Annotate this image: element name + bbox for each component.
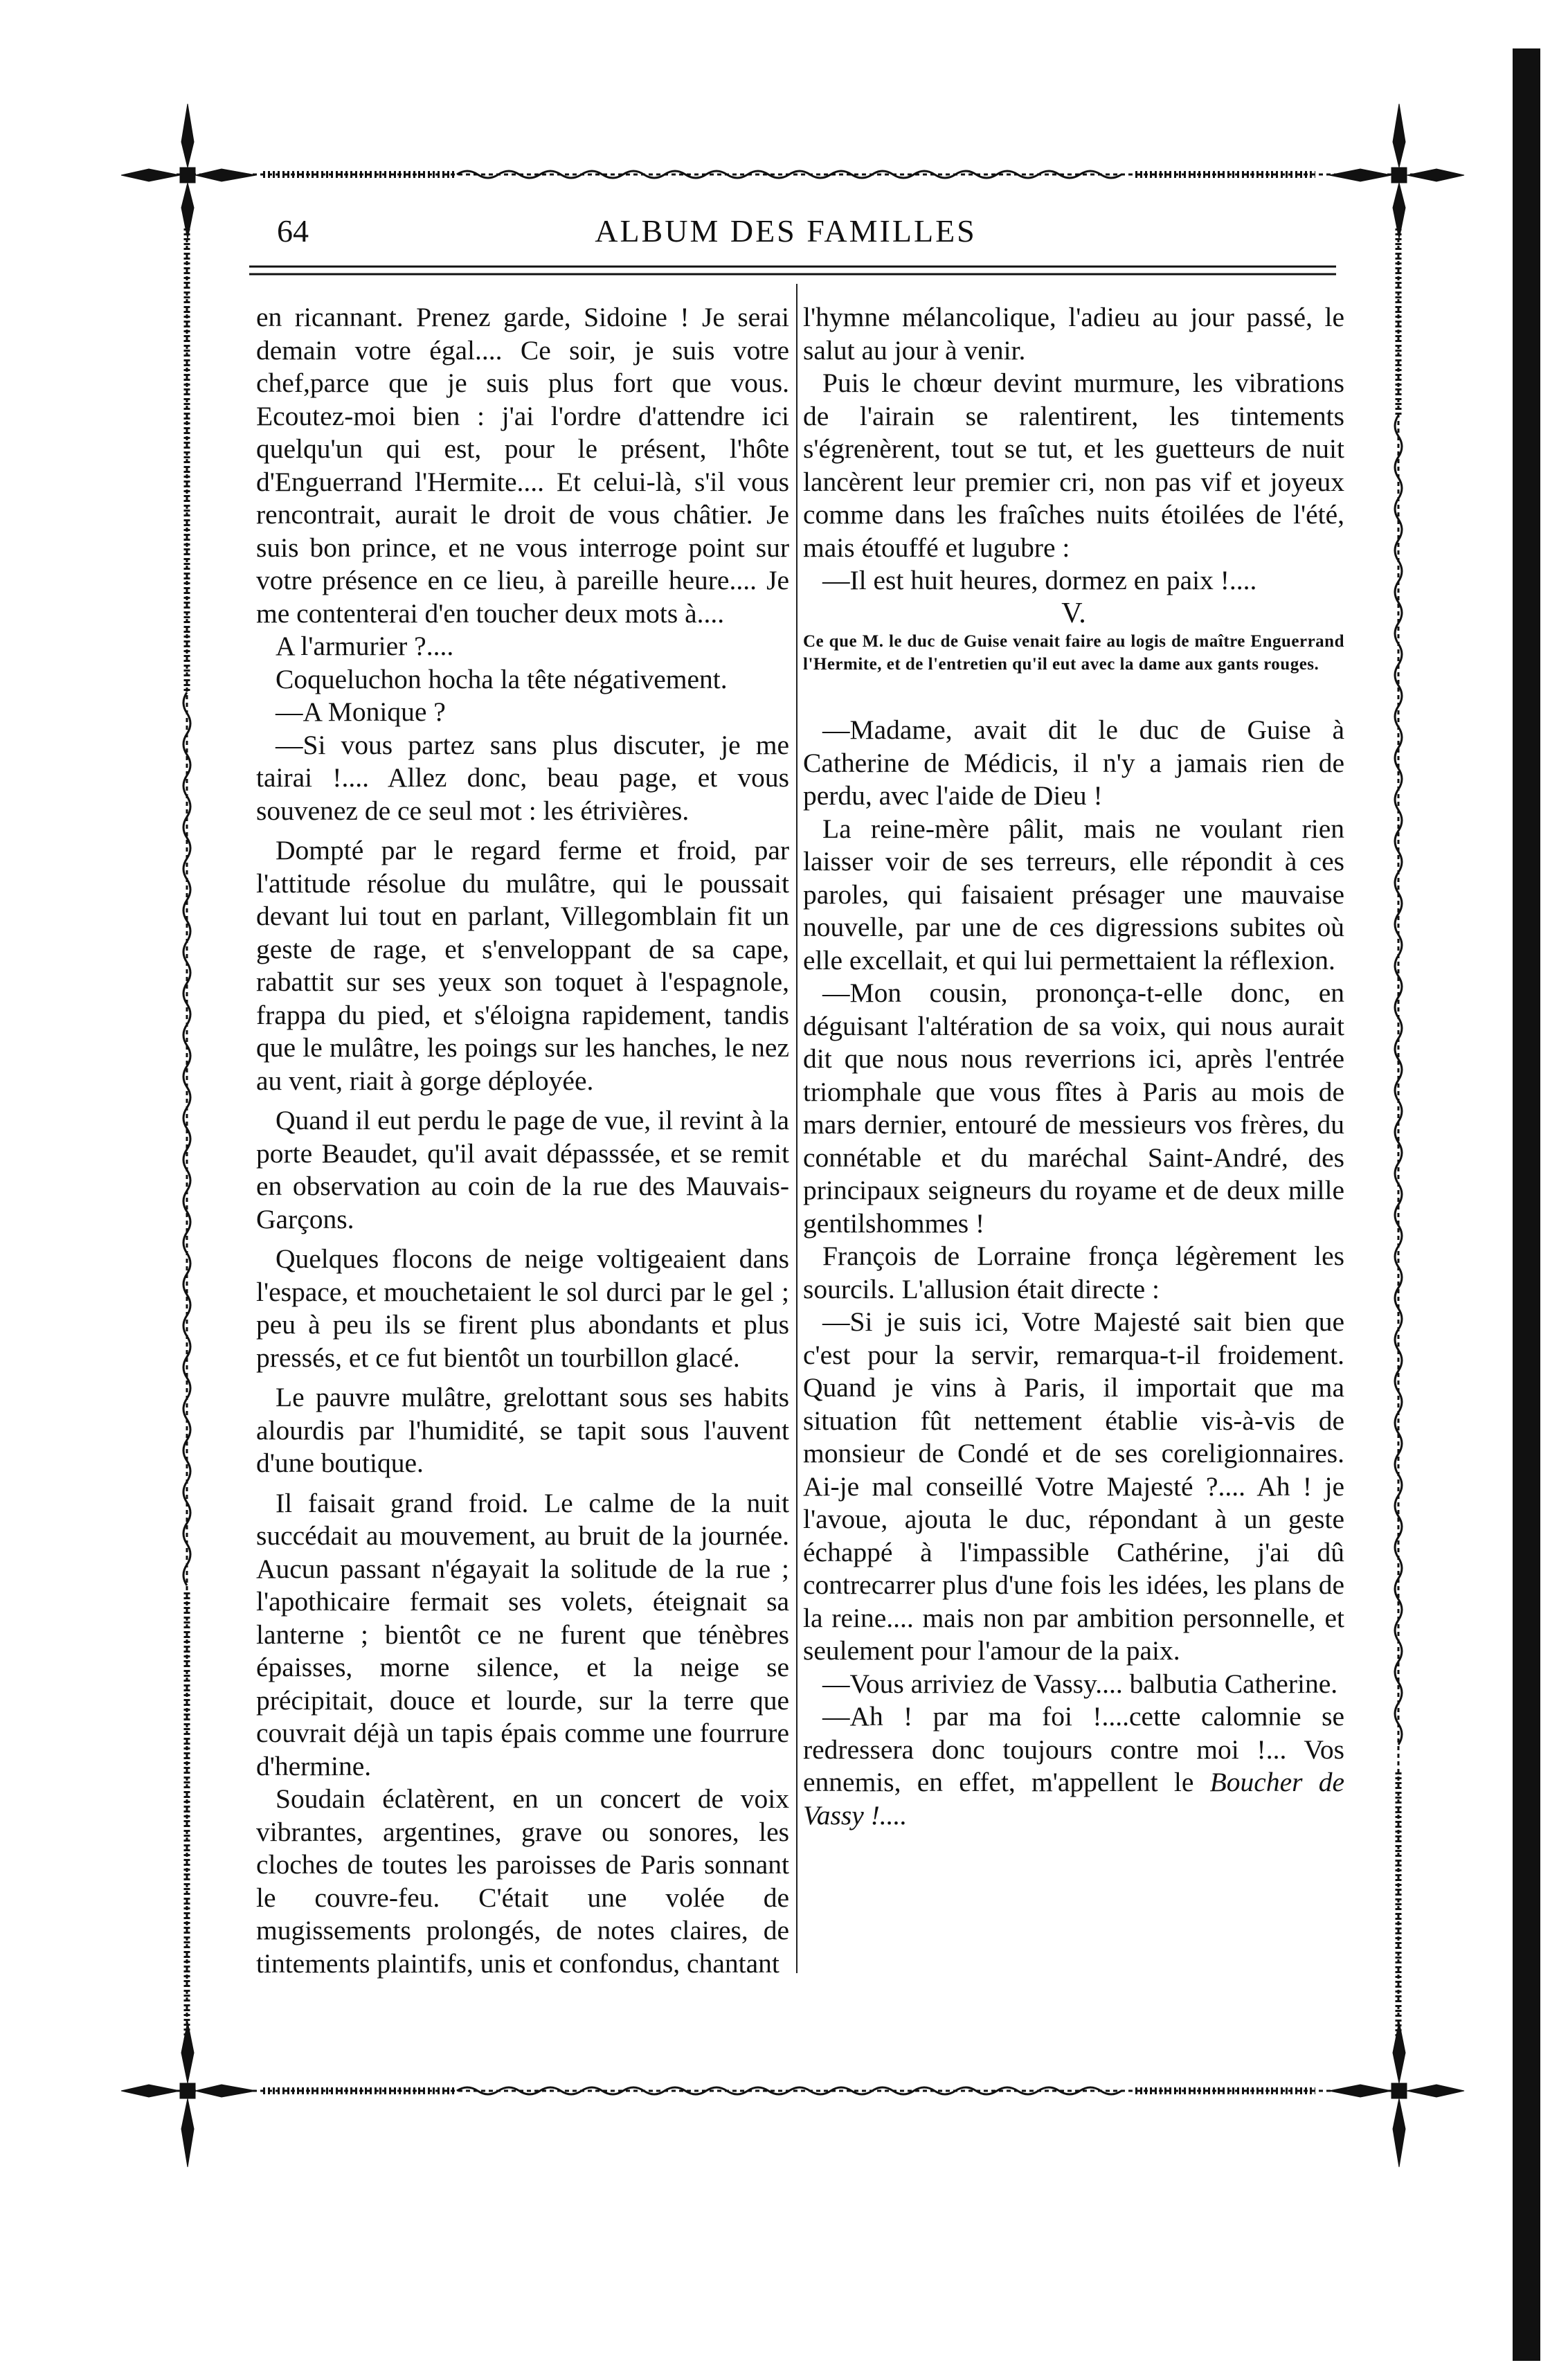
paragraph: A l'armurier ?.... (276, 631, 454, 661)
paragraph: —Si je suis ici, Votre Majesté sait bien que c'est pour la servir, remarqua-t-il froidement. Quand je vins à Paris, il importait que ma situation fût nettement établie vis-à-vis de monsieur de Condé et de ses coreligionnaires. Ai-je mal conseillé Votre Majesté ?.... Ah ! je l'avoue, ajouta le duc, répondant à un geste échappé à l'impassible Cathérine, j'ai dû contrecarrer plus d'une fois les idées, les plans de la reine.... mais non par ambition personnelle, et seulement pour l'amour de la paix. (803, 1306, 1344, 1666)
paragraph-text: —Ah ! par ma foi !....cette calomnie se redressera donc toujours contre moi !... Vos ennemis, en effet, m'appellent le (803, 1701, 1344, 1797)
italic-phrase: Boucher de Vassy !.... (803, 1767, 1344, 1831)
section-number: V. (1061, 597, 1086, 629)
paragraph: —A Monique ? (276, 696, 446, 727)
page-edge-shadow (1513, 48, 1540, 2361)
left-column (256, 301, 789, 1980)
paragraph: —Vous arriviez de Vassy.... balbutia Catherine. (822, 1668, 1338, 1699)
right-column (803, 301, 1344, 1832)
paragraph: Coqueluchon hocha la tête négativement. (276, 663, 728, 694)
paragraph: Puis le chœur devint murmure, les vibrations de l'airain se ralentirent, les tintements s'égrenèrent, tout se tut, et les guetteurs de nuit lancèrent leur premier cri, non pas vif et joyeux comme dans les fraîches nuits étoilées de l'été, mais étouffé et lugubre : (803, 368, 1344, 563)
paragraph: en ricannant. Prenez garde, Sidoine ! Je serai demain votre égal.... Ce soir, je suis votre chef,parce que je suis plus fort que vous. Ecoutez-moi bien : j'ai l'ordre d'attendre ici quelqu'un qui est, pour le présent, l'hôte d'Enguerrand l'Hermite.... Et celui-là, s'il vous rencontrait, aurait le droit de vous châtier. Je suis bon prince, et ne vous interroge point sur votre présence en ce lieu, à pareille heure.... Je me contenterai d'en toucher deux mots à.... (256, 302, 789, 629)
paragraph: François de Lorraine fronça légèrement les sourcils. L'allusion était directe : (803, 1241, 1344, 1304)
page-number: 64 (277, 213, 309, 249)
paragraph: l'hymne mélancolique, l'adieu au jour passé, le salut au jour à venir. (803, 302, 1344, 366)
column-divider (796, 284, 797, 1973)
paragraph: Quand il eut perdu le page de vue, il revint à la porte Beaudet, qu'il avait dépasssée, et se remit en observation au coin de la rue des Mauvais-Garçons. (256, 1105, 789, 1234)
paragraph: La reine-mère pâlit, mais ne voulant rien laisser voir de ses terreurs, elle répondit à ces paroles, qui faisaient présager une mauvaise nouvelle, par une de ces digressions subites où elle excellait, et qui lui permettaient la réflexion. (803, 813, 1344, 975)
paragraph: —Madame, avait dit le duc de Guise à Catherine de Médicis, il n'y a jamais rien de perdu, avec l'aide de Dieu ! (803, 714, 1344, 811)
paragraph: Dompté par le regard ferme et froid, par l'attitude résolue du mulâtre, qui le poussait devant lui tout en parlant, Villegomblain fit un geste de rage, et s'enveloppant de sa cape, rabattit sur ses yeux son toquet à l'espagnole, frappa du pied, et s'éloigna rapidement, tandis que le mulâtre, les poings sur les hanches, le nez au vent, riait à gorge déployée. (256, 835, 789, 1096)
paragraph: Il faisait grand froid. Le calme de la nuit succédait au mouvement, au bruit de la journée. Aucun passant n'égayait la solitude de la rue ; l'apothicaire fermait ses volets, éteignait sa lanterne ; bientôt ce ne furent que ténèbres épaisses, morne silence, et la neige se précipitait, douce et lourde, sur la terre que couvrait déjà un tapis épais comme une fourrure d'hermine. (256, 1487, 789, 1781)
section-summary: Ce que M. le duc de Guise venait faire au logis de maître Enguerrand l'Hermite, et de l'entretien qu'il eut avec la dame aux gants rouges. (803, 632, 1344, 674)
paragraph: —Il est huit heures, dormez en paix !.... (822, 565, 1257, 595)
paragraph: Soudain éclatèrent, en un concert de voix vibrantes, argentines, grave ou sonores, les cloches de toutes les paroisses de Paris sonnant le couvre-feu. C'était une volée de mugissements prolongés, de notes claires, de tintements plaintifs, unis et confondus, chantant (256, 1783, 789, 1979)
paragraph: Le pauvre mulâtre, grelottant sous ses habits alourdis par l'humidité, se tapit sous l'auvent d'une boutique. (256, 1382, 789, 1478)
paragraph: Quelques flocons de neige voltigeaient dans l'espace, et mouchetaient le sol durci par le gel ; peu à peu ils se firent plus abondants et plus pressés, et ce fut bientôt un tourbillon glacé. (256, 1243, 789, 1373)
running-title: ALBUM DES FAMILLES (595, 213, 977, 249)
paragraph: —Si vous partez sans plus discuter, je me tairai !.... Allez donc, beau page, et vous souvenez de ce seul mot : les étrivières. (256, 729, 789, 826)
paragraph (803, 1700, 1344, 1832)
paragraph: —Mon cousin, prononça-t-elle donc, en déguisant l'altération de sa voix, qui nous aurait dit que nous nous reverrions ici, après l'entrée triomphale que vous fîtes à Paris au mois de mars dernier, entouré de messieurs vos frères, du connétable et du maréchal Saint-André, des principaux seigneurs du royame et de deux mille gentilshommes ! (803, 978, 1344, 1239)
page-header (242, 204, 1329, 260)
